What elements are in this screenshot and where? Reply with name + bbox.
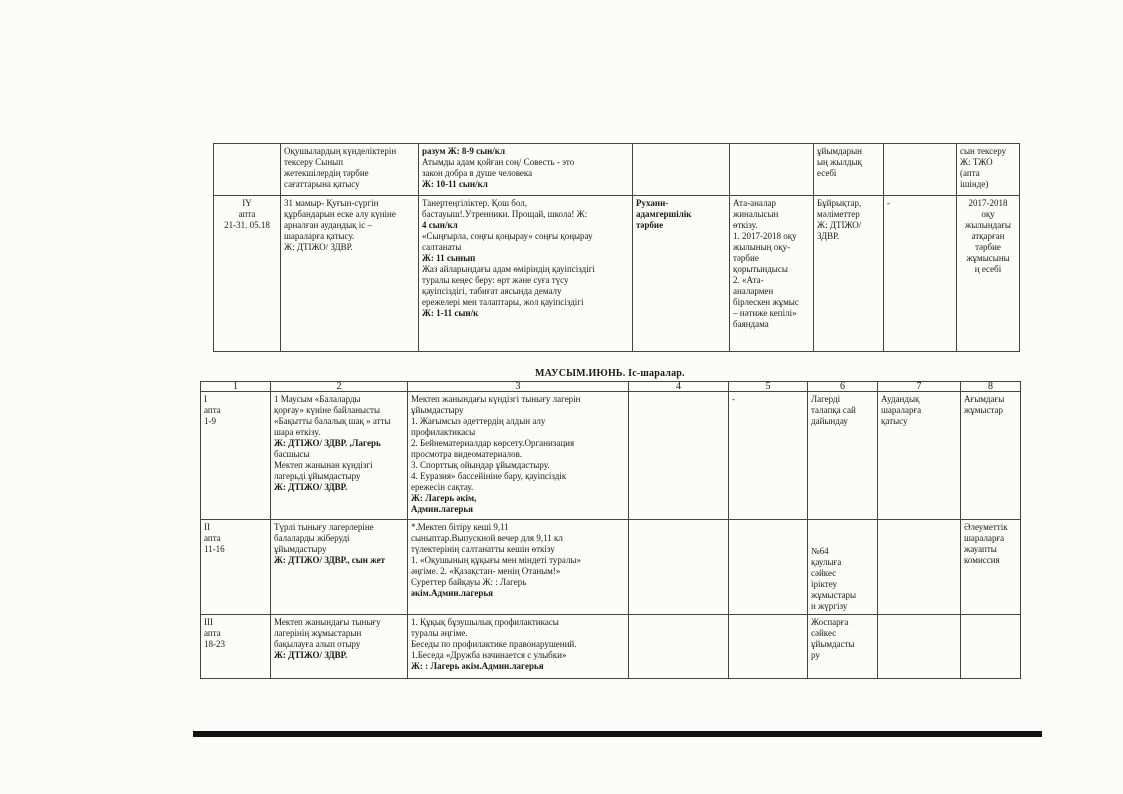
cell [961, 615, 1021, 679]
cell [884, 144, 957, 196]
text-line: Ж: ДТІЖО/ ЗДВР. [284, 242, 353, 252]
text-line: Ж: ДТІЖО/ ЗДВР. ,Лагерь [274, 438, 381, 448]
cell [629, 392, 729, 520]
text-line: бастауыш!.Утренники. Прощай, школа! Ж: [422, 209, 588, 219]
text-line: шараларға қатысу. [284, 231, 355, 241]
text-line: ережесін сақтау. [411, 482, 474, 492]
cell [271, 392, 408, 520]
cell [808, 392, 878, 520]
cell [408, 392, 629, 520]
text-line: тәрбие [975, 242, 1001, 252]
text-line: жетекшілердің тәрбие [284, 168, 369, 178]
text-line: сәйкес [811, 568, 837, 578]
text-line: 1. Жағымсыз әдеттердің алдын алу [411, 416, 546, 426]
cell [808, 615, 878, 679]
text-line: апта [204, 405, 221, 415]
text-line: сәйкес [811, 628, 837, 638]
cell [814, 144, 884, 196]
text-line: (апта [960, 168, 980, 178]
week-cell [201, 520, 271, 615]
text-line: ұйымдастыру [411, 405, 464, 415]
column-header: 6 [808, 382, 878, 392]
text-line: қорғау» күніне байланысты [274, 405, 381, 415]
text-line: 1. Құқық бұзушылық профилактикасы [411, 617, 559, 627]
cell [878, 520, 961, 615]
text-line: ұйымдасты [811, 639, 855, 649]
text-line: №64 [811, 546, 829, 556]
text-line: есебі [817, 168, 837, 178]
cell [408, 615, 629, 679]
text-line: баяндама [733, 319, 769, 329]
text-line: «Сыңғырла, соңғы қоңырау» соңғы қоңырау [422, 231, 593, 241]
text-line: аналармен [733, 286, 774, 296]
text-line: бірлескен жұмыс [733, 297, 799, 307]
text-line: түлектерінің салтанатты кешін өткізу [411, 544, 555, 554]
cell [419, 196, 633, 352]
text-line: Әлеуметтік [964, 522, 1008, 532]
text-line: лагерінің жұмыстарын [274, 628, 362, 638]
text-line: Лагерді [811, 394, 841, 404]
text-line: Аудандық [881, 394, 920, 404]
cell [633, 144, 730, 196]
text-line: қауіпсіздігі, табиғат аясында демалу [422, 286, 562, 296]
table-row [201, 615, 1021, 679]
text-line: балаларды жіберуді [274, 533, 350, 543]
week-cell [201, 392, 271, 520]
text-line: сағаттарына қатысу [284, 179, 360, 189]
cell [730, 144, 814, 196]
text-line: жылындағы [965, 220, 1011, 230]
text-line: Ж: : Лагерь әкім.Админ.лагерья [411, 661, 544, 671]
cell: - [884, 196, 957, 352]
text-line: жылының оқу- [733, 242, 791, 252]
cell [729, 520, 808, 615]
text-line: Ж: Лагерь әкім, [411, 493, 477, 503]
text-line: Ағымдағы [964, 394, 1005, 404]
text-line: Бұйрықтар, [817, 198, 862, 208]
text-line: Ата-аналар [733, 198, 776, 208]
text-line: 1. «Оқушының құқығы мен міндеті туралы» [411, 555, 582, 565]
text-line: шара өткізу. [274, 427, 321, 437]
cell [419, 144, 633, 196]
column-header: 4 [629, 382, 729, 392]
text-line: апта [204, 628, 221, 638]
text-line: Жоспарға [811, 617, 849, 627]
text-line: Ж: ДТІЖО/ ЗДВР., сын жет [274, 555, 386, 565]
cell [878, 392, 961, 520]
text-line: Танертеңгіліктер. Қош бол, [422, 198, 527, 208]
scan-edge [193, 731, 1042, 737]
column-header: 7 [878, 382, 961, 392]
cell [271, 615, 408, 679]
text-line: комиссия [964, 555, 1000, 565]
text-line: апта [238, 209, 256, 219]
text-line: 1-9 [204, 416, 216, 426]
text-line: Жаз айларындағы адам өміріндің қауіпсіздігі [422, 264, 595, 274]
text-line: І [204, 394, 207, 404]
text-line: – нәтиже кепілі» [733, 308, 797, 318]
column-header: 2 [271, 382, 408, 392]
text-line: туралы кеңес беру: өрт және суға түсу [422, 275, 569, 285]
top-schedule-table [213, 143, 1020, 352]
text-line: Ж: ДТІЖО/ ЗДВР. [274, 482, 348, 492]
text-line: ұйымдастыру [274, 544, 327, 554]
text-line: Админ.лагерья [411, 504, 473, 514]
text-line: жұмыстары [811, 590, 857, 600]
text-line: Суреттер байқауы Ж: : Лагерь [411, 577, 527, 587]
text-line: 1. 2017-2018 оқу [733, 231, 797, 241]
text-line: шараларға [881, 405, 922, 415]
text-line: ережелері мен талаптары, жол қауіпсіздігі [422, 297, 584, 307]
cell [281, 144, 419, 196]
cell [730, 196, 814, 352]
text-line: бақылауға алып отыру [274, 639, 361, 649]
text-line: лагерьді ұйымдастыру [274, 471, 361, 481]
column-header: 5 [729, 382, 808, 392]
text-line: жиналысын [733, 209, 779, 219]
text-line: ЗДВР. [817, 231, 840, 241]
text-line: қаулыға [811, 557, 842, 567]
text-line: закон добра в душе человека [422, 168, 533, 178]
cell [961, 392, 1021, 520]
text-line: ұйымдарын [817, 146, 862, 156]
text-line: дайындау [811, 416, 848, 426]
text-line: ң есебі [974, 264, 1002, 274]
text-line: Ж: 11 сынып [422, 253, 476, 263]
text-line: тәрбие [733, 253, 759, 263]
text-line: атқарған [971, 231, 1005, 241]
text-line: «Бақытты балалық шақ » атты [274, 416, 391, 426]
section-title: МАУСЫМ.ИЮНЬ. Іс-шаралар. [535, 368, 685, 379]
cell [729, 615, 808, 679]
week-cell [201, 615, 271, 679]
text-line: 2. «Ата- [733, 275, 764, 285]
text-line: оқу [981, 209, 995, 219]
text-line: 21-31. 05.18 [224, 220, 270, 230]
text-line: жұмыстар [964, 405, 1003, 415]
text-line: 11-16 [204, 544, 225, 554]
text-line: *.Мектеп бітіру кеші 9,11 [411, 522, 509, 532]
text-line: Мектеп жанындағы тынығу [274, 617, 381, 627]
june-schedule-table [200, 381, 1021, 679]
text-line: әкім.Админ.лагерья [411, 588, 494, 598]
cell [271, 520, 408, 615]
text-line: Рухани- [636, 198, 669, 208]
text-line: Мектеп жанынан күндізгі [274, 460, 373, 470]
text-line: Ж: 10-11 сын/кл [422, 179, 488, 189]
text-line: сын тексеру [960, 146, 1007, 156]
text-line: 4 сын/кл [422, 220, 458, 230]
text-line: арналған аудандық іс – [284, 220, 372, 230]
text-line: құрбандарын еске алу күніне [284, 209, 396, 219]
text-line: Ж: ДТІЖО/ ЗДВР. [274, 650, 348, 660]
table-row [201, 520, 1021, 615]
week-cell [214, 196, 281, 352]
text-line: апта [204, 533, 221, 543]
text-line: ІҮ [242, 198, 252, 208]
text-line: Мектеп жанындағы күндізгі тынығу лагерін [411, 394, 581, 404]
text-line: іріктеу [811, 579, 837, 589]
text-line: Ж: ТЖО [960, 157, 993, 167]
text-line: шараларға [964, 533, 1005, 543]
text-line: 1 Маусым «Балаларды [274, 394, 361, 404]
text-line: 31 мамыр- Қуғын-сүргін [284, 198, 379, 208]
text-line: 3. Спорттық ойындар ұйымдастыру. [411, 460, 550, 470]
text-line: туралы әңгіме. [411, 628, 468, 638]
text-line: ру [811, 650, 820, 660]
text-line: профилактикасы [411, 427, 476, 437]
text-line: жауапты [964, 544, 997, 554]
text-line: адамгершілік [636, 209, 692, 219]
column-header: 3 [408, 382, 629, 392]
text-line: н жүргізу [811, 601, 848, 611]
table-row [201, 392, 1021, 520]
text-line: жұмысыны [966, 253, 1010, 263]
cell [957, 196, 1020, 352]
text-line: ІІІ [204, 617, 213, 627]
text-line: Атымды адам қойған соң/ Совесть - это [422, 157, 575, 167]
text-line: просмотра видеоматериалов. [411, 449, 523, 459]
table-row [214, 196, 1020, 352]
text-line: 18-23 [204, 639, 225, 649]
text-line: қорытындысы [733, 264, 788, 274]
cell [408, 520, 629, 615]
cell [281, 196, 419, 352]
text-line: салтанаты [422, 242, 462, 252]
text-line: 4. Еуразия» бассейініне бару, қауіпсіздік [411, 471, 567, 481]
cell [878, 615, 961, 679]
text-line: Түрлі тынығу лагерлеріне [274, 522, 374, 532]
header-row [201, 382, 1021, 392]
text-line: Ж: 1-11 сын/к [422, 308, 479, 318]
text-line: әңгіме. 2. «Қазақстан- менің Отаным!» [411, 566, 561, 576]
text-line: 2. Бейнематериалдар көрсету.Организация [411, 438, 575, 448]
table-row [214, 144, 1020, 196]
cell [957, 144, 1020, 196]
text-line: сыныптар.Выпускной вечер для 9,11 кл [411, 533, 563, 543]
text-line: ың жылдық [817, 157, 862, 167]
text-line: 1.Беседа «Дружба начинается с улыбки» [411, 650, 567, 660]
text-line: Ж: ДТІЖО/ [817, 220, 862, 230]
text-line: Беседы по профилактике правонарушений. [411, 639, 577, 649]
text-line: ІІ [204, 522, 210, 532]
text-line: қатысу [881, 416, 908, 426]
column-header: 1 [201, 382, 271, 392]
cell [629, 615, 729, 679]
text-line: тәрбие [636, 220, 664, 230]
text-line: мәліметтер [817, 209, 860, 219]
text-line: 2017-2018 [968, 198, 1008, 208]
text-line: тексеру Сынып [284, 157, 344, 167]
cell: - [729, 392, 808, 520]
column-header: 8 [961, 382, 1021, 392]
cell [214, 144, 281, 196]
text-line: басшысы [274, 449, 310, 459]
cell [808, 520, 878, 615]
text-line: разум Ж: 8-9 сын/кл [422, 146, 506, 156]
cell [961, 520, 1021, 615]
cell [814, 196, 884, 352]
cell [633, 196, 730, 352]
cell [629, 520, 729, 615]
text-line: Оқушылардың күнделіктерін [284, 146, 397, 156]
text-line: ішінде) [960, 179, 989, 189]
text-line: өткізу. [733, 220, 758, 230]
text-line: талапқа сай [811, 405, 856, 415]
